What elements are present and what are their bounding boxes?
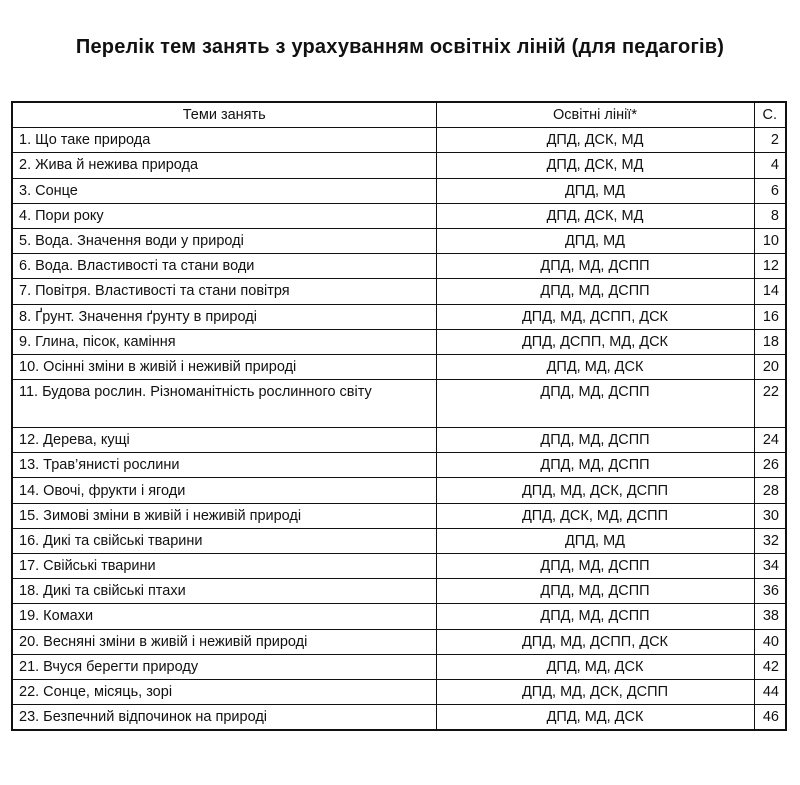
topic-cell: 21. Вчуся берегти природу (12, 654, 436, 679)
page-cell: 32 (754, 528, 786, 553)
topic-cell: 12. Дерева, кущі (12, 428, 436, 453)
table-row (12, 304, 786, 329)
topics-table (11, 101, 787, 731)
table-row (12, 254, 786, 279)
lines-cell: ДПД, МД, ДСПП (436, 279, 754, 304)
topic-cell: 13. Трав’янисті рослини (12, 453, 436, 478)
lines-cell: ДПД, МД, ДСПП, ДСК (436, 629, 754, 654)
lines-cell: ДПД, МД, ДСК (436, 354, 754, 379)
topic-cell: 1. Що таке природа (12, 128, 436, 153)
topic-cell: 6. Вода. Властивості та стани води (12, 254, 436, 279)
table-row (12, 604, 786, 629)
table-row (12, 228, 786, 253)
table-row (12, 705, 786, 731)
topic-cell: 16. Дикі та свійські тварини (12, 528, 436, 553)
page-cell: 18 (754, 329, 786, 354)
lines-cell: ДПД, МД, ДСК (436, 654, 754, 679)
table-row (12, 453, 786, 478)
page-cell: 6 (754, 178, 786, 203)
page-cell: 14 (754, 279, 786, 304)
page-title: Перелік тем занять з урахуванням освітніх ліній (для педагогів) (75, 36, 725, 58)
lines-cell: ДПД, МД, ДСПП (436, 579, 754, 604)
topic-cell: 22. Сонце, місяць, зорі (12, 679, 436, 704)
lines-cell: ДПД, МД, ДСПП (436, 428, 754, 453)
topic-cell: 3. Сонце (12, 178, 436, 203)
page-cell: 10 (754, 228, 786, 253)
lines-cell: ДПД, МД (436, 228, 754, 253)
topic-cell: 17. Свійські тварини (12, 554, 436, 579)
lines-cell: ДПД, МД, ДСК, ДСПП (436, 679, 754, 704)
topic-cell: 18. Дикі та свійські птахи (12, 579, 436, 604)
topic-cell: 5. Вода. Значення води у природі (12, 228, 436, 253)
topic-cell: 15. Зимові зміни в живій і неживій природі (12, 503, 436, 528)
table-row (12, 128, 786, 153)
table-row (12, 380, 786, 428)
header-page: С. (754, 102, 786, 128)
topic-cell: 4. Пори року (12, 203, 436, 228)
topic-cell: 14. Овочі, фрукти і ягоди (12, 478, 436, 503)
topic-cell: 23. Безпечний відпочинок на природі (12, 705, 436, 731)
table-row (12, 203, 786, 228)
lines-cell: ДПД, МД, ДСПП (436, 604, 754, 629)
page-cell: 24 (754, 428, 786, 453)
table-row (12, 354, 786, 379)
page-cell: 2 (754, 128, 786, 153)
lines-cell: ДПД, МД (436, 178, 754, 203)
lines-cell: ДПД, МД, ДСПП, ДСК (436, 304, 754, 329)
topic-cell: 2. Жива й нежива природа (12, 153, 436, 178)
page-cell: 36 (754, 579, 786, 604)
lines-cell: ДПД, МД, ДСПП (436, 453, 754, 478)
table-row (12, 528, 786, 553)
page-cell: 16 (754, 304, 786, 329)
page-cell: 4 (754, 153, 786, 178)
topic-cell: 20. Весняні зміни в живій і неживій природі (12, 629, 436, 654)
table-row (12, 579, 786, 604)
lines-cell: ДПД, ДСК, МД (436, 128, 754, 153)
page-cell: 12 (754, 254, 786, 279)
lines-cell: ДПД, МД, ДСПП (436, 380, 754, 428)
topic-cell: 10. Осінні зміни в живій і неживій природі (12, 354, 436, 379)
table-row (12, 554, 786, 579)
page-cell: 30 (754, 503, 786, 528)
lines-cell: ДПД, ДСК, МД (436, 153, 754, 178)
table-row (12, 503, 786, 528)
page-cell: 40 (754, 629, 786, 654)
header-lines: Освітні лінії* (436, 102, 754, 128)
table-row (12, 279, 786, 304)
table-header-row (12, 102, 786, 128)
header-topics: Теми занять (12, 102, 436, 128)
lines-cell: ДПД, ДСК, МД, ДСПП (436, 503, 754, 528)
lines-cell: ДПД, МД, ДСК, ДСПП (436, 478, 754, 503)
page-cell: 44 (754, 679, 786, 704)
lines-cell: ДПД, МД, ДСПП (436, 254, 754, 279)
page-cell: 38 (754, 604, 786, 629)
page-cell: 22 (754, 380, 786, 428)
page-cell: 42 (754, 654, 786, 679)
lines-cell: ДПД, ДСК, МД (436, 203, 754, 228)
table-row (12, 428, 786, 453)
page-cell: 34 (754, 554, 786, 579)
table-row (12, 478, 786, 503)
page-cell: 46 (754, 705, 786, 731)
lines-cell: ДПД, МД (436, 528, 754, 553)
topic-cell: 8. Ґрунт. Значення ґрунту в природі (12, 304, 436, 329)
topic-cell: 11. Будова рослин. Різноманітність рослинного світу (12, 380, 436, 428)
page-cell: 26 (754, 453, 786, 478)
topic-cell: 19. Комахи (12, 604, 436, 629)
page-cell: 28 (754, 478, 786, 503)
lines-cell: ДПД, МД, ДСК (436, 705, 754, 731)
topic-cell: 7. Повітря. Властивості та стани повітря (12, 279, 436, 304)
table-row (12, 329, 786, 354)
page-cell: 20 (754, 354, 786, 379)
lines-cell: ДПД, МД, ДСПП (436, 554, 754, 579)
page-cell: 8 (754, 203, 786, 228)
table-row (12, 679, 786, 704)
table-row (12, 178, 786, 203)
lines-cell: ДПД, ДСПП, МД, ДСК (436, 329, 754, 354)
table-row (12, 629, 786, 654)
table-row (12, 654, 786, 679)
topic-cell: 9. Глина, пісок, каміння (12, 329, 436, 354)
table-row (12, 153, 786, 178)
